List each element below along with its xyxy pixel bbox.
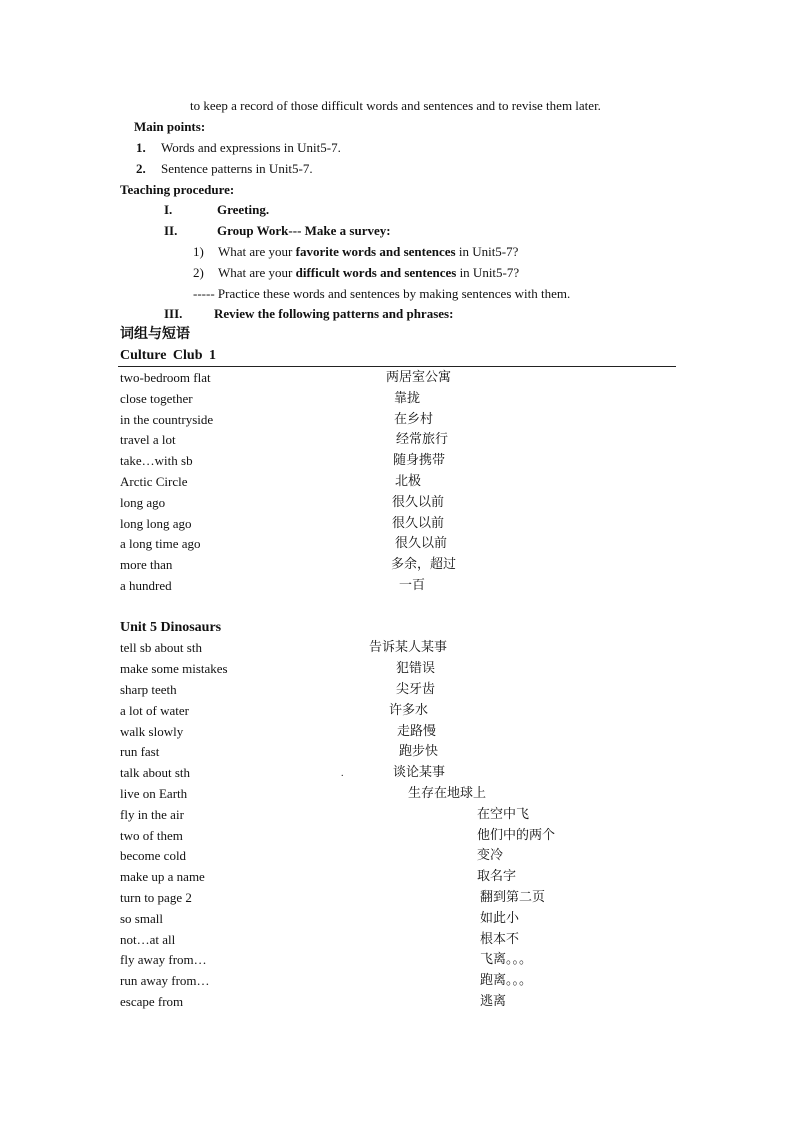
survey-number: 2) xyxy=(193,265,204,280)
phrase-chinese: 生存在地球上 xyxy=(408,786,487,801)
survey-question xyxy=(218,244,518,260)
phrase-chinese: 跑离。。。 xyxy=(480,973,533,988)
phrase-english: a hundred xyxy=(120,578,172,593)
survey-bold: difficult words and sentences xyxy=(295,265,457,280)
survey-pre: What are your xyxy=(218,265,296,280)
phrase-chinese: 飞离。。。 xyxy=(480,952,533,967)
phrase-chinese: 两居室公寓 xyxy=(386,370,452,385)
phrase-english: long ago xyxy=(120,495,166,510)
practice-line: ----- Practice these words and sentences by making sentences with them. xyxy=(193,286,571,301)
phrase-chinese: 很久以前 xyxy=(392,495,445,510)
phrase-chinese: 许多水 xyxy=(389,703,429,718)
phrase-english: more than xyxy=(120,557,173,572)
phrase-english: escape from xyxy=(120,994,184,1009)
main-point-text: Sentence patterns in Unit5-7. xyxy=(161,161,313,176)
step-text: Group Work--- Make a survey: xyxy=(217,223,391,238)
phrase-chinese: 变冷 xyxy=(477,848,504,863)
step-number: I. xyxy=(164,202,173,217)
phrase-english: a lot of water xyxy=(120,703,189,718)
phrase-chinese: 经常旅行 xyxy=(396,432,449,447)
phrase-chinese: 翻到第二页 xyxy=(480,890,546,905)
phrase-english: two-bedroom flat xyxy=(120,370,211,385)
phrase-chinese: 随身携带 xyxy=(393,453,446,468)
phrase-chinese: 谈论某事 xyxy=(393,765,446,780)
phrase-chinese: 如此小 xyxy=(480,911,520,926)
phrase-chinese: 在空中飞 xyxy=(477,807,530,822)
step-text: Review the following patterns and phrases: xyxy=(214,306,454,321)
phrase-chinese: 尖牙齿 xyxy=(396,682,436,697)
phrase-english: tell sb about sth xyxy=(120,640,202,655)
phrase-english: so small xyxy=(120,911,163,926)
section-divider xyxy=(118,366,676,367)
phrase-chinese: 很久以前 xyxy=(392,516,445,531)
step-text: Greeting. xyxy=(217,202,270,217)
phrase-english: turn to page 2 xyxy=(120,890,192,905)
phrase-chinese: 根本不 xyxy=(480,932,520,947)
phrase-chinese: 取名字 xyxy=(477,869,517,884)
phrase-english: make up a name xyxy=(120,869,205,884)
phrase-chinese: 在乡村 xyxy=(394,412,434,427)
phrase-english: close together xyxy=(120,391,193,406)
phrase-english: a long time ago xyxy=(120,536,201,551)
phrase-chinese: 走路慢 xyxy=(397,724,437,739)
phrase-english: fly away from… xyxy=(120,952,207,967)
phrase-english: two of them xyxy=(120,828,183,843)
survey-question xyxy=(218,265,519,281)
phrase-chinese: 很久以前 xyxy=(395,536,448,551)
survey-post: in Unit5-7? xyxy=(456,265,520,280)
main-point-text: Words and expressions in Unit5-7. xyxy=(161,140,341,155)
main-points-heading: Main points: xyxy=(134,119,206,134)
phrase-chinese: 犯错误 xyxy=(396,661,436,676)
phrase-chinese: 一百 xyxy=(399,578,426,593)
phrase-chinese: 靠拢 xyxy=(394,391,421,406)
survey-pre: What are your xyxy=(218,244,296,259)
phrase-english: Arctic Circle xyxy=(120,474,188,489)
phrase-english: live on Earth xyxy=(120,786,188,801)
phrase-english: sharp teeth xyxy=(120,682,177,697)
stray-mark: . xyxy=(341,768,344,779)
phrase-english: talk about sth xyxy=(120,765,191,780)
phrase-chinese: 跑步快 xyxy=(399,744,439,759)
main-point-number: 2. xyxy=(136,161,146,176)
procedure-heading: Teaching procedure: xyxy=(120,182,235,197)
phrase-english: travel a lot xyxy=(120,432,176,447)
phrase-english: take…with sb xyxy=(120,453,193,468)
step-number: III. xyxy=(164,306,183,321)
phrase-english: run away from… xyxy=(120,973,210,988)
culture-club-title: Culture Club 1 xyxy=(120,348,216,363)
phrase-english: in the countryside xyxy=(120,412,214,427)
survey-bold: favorite words and sentences xyxy=(295,244,456,259)
phrase-english: walk slowly xyxy=(120,724,184,739)
intro-line: to keep a record of those difficult words and sentences and to revise them later. xyxy=(190,98,601,113)
phrase-english: not…at all xyxy=(120,932,176,947)
phrase-english: become cold xyxy=(120,848,187,863)
phrase-english: fly in the air xyxy=(120,807,184,822)
phrases-heading: 词组与短语 xyxy=(120,326,190,342)
step-number: II. xyxy=(164,223,178,238)
unit5-title: Unit 5 Dinosaurs xyxy=(120,620,222,635)
survey-post: in Unit5-7? xyxy=(455,244,519,259)
phrase-english: run fast xyxy=(120,744,160,759)
phrase-chinese: 逃离 xyxy=(480,994,507,1009)
main-point-number: 1. xyxy=(136,140,146,155)
phrase-chinese: 北极 xyxy=(395,474,422,489)
phrase-english: long long ago xyxy=(120,516,192,531)
phrase-chinese: 告诉某人某事 xyxy=(369,640,448,655)
phrase-chinese: 他们中的两个 xyxy=(477,828,556,843)
phrase-chinese: 多余，超过 xyxy=(391,557,457,572)
phrase-english: make some mistakes xyxy=(120,661,228,676)
survey-number: 1) xyxy=(193,244,204,259)
